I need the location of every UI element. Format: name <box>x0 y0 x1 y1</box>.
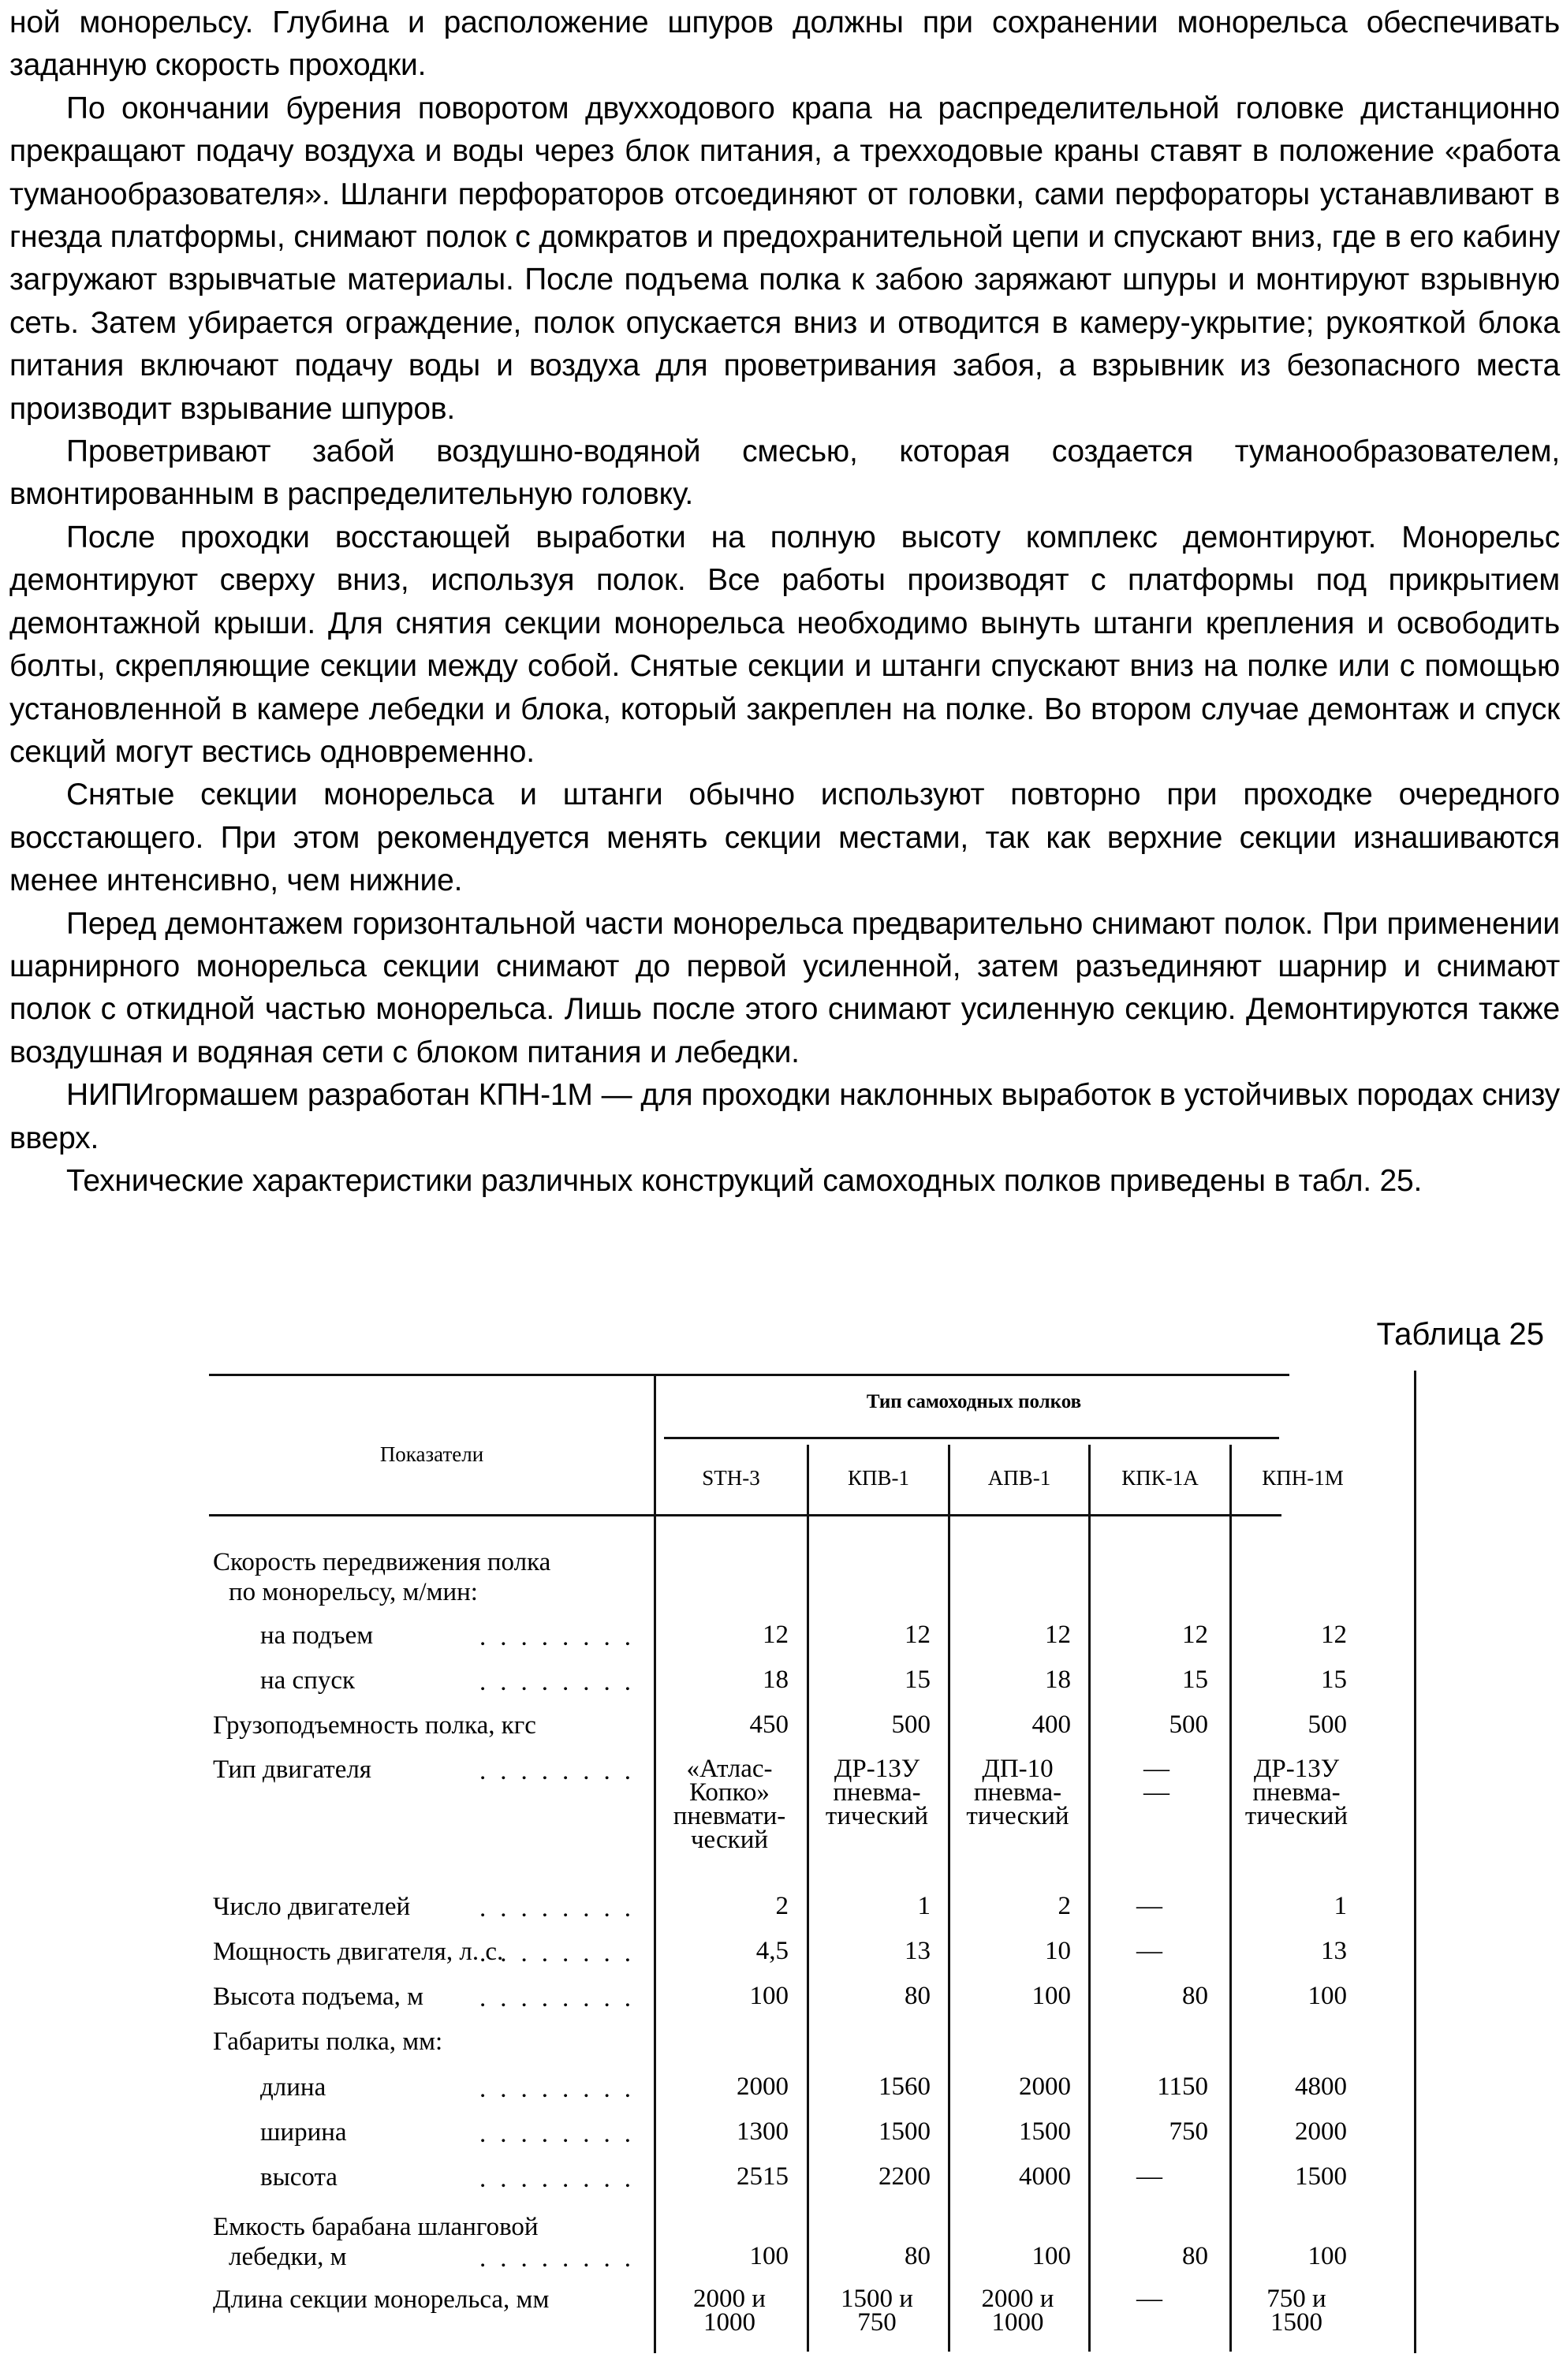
table-cell: 12 <box>905 1621 931 1649</box>
leader-dots: ........ <box>479 2244 645 2273</box>
leader-dots: ........ <box>479 2120 645 2148</box>
table-cell: 15 <box>1182 1666 1208 1694</box>
table-cell: 100 <box>1307 2242 1347 2270</box>
table-cell: 2 <box>775 1892 789 1920</box>
table-cell: 100 <box>1307 1982 1347 2010</box>
table-cell: 4800 <box>1295 2072 1347 2101</box>
row-label: Высота подъема, м <box>213 1983 424 2011</box>
table-cell: 10 <box>1045 1937 1071 1965</box>
table-cell: ДР-13У пневма- тический <box>1244 1755 1349 1830</box>
table-cell: 1500 <box>1019 2117 1071 2146</box>
table-cell: 500 <box>1169 1710 1208 1739</box>
leader-dots: ........ <box>479 1623 645 1651</box>
group-header-rule <box>664 1437 1279 1439</box>
row-label: Мощность двигателя, л. с. <box>213 1938 504 1966</box>
header-indicator-label: Показатели <box>379 1442 484 1466</box>
table-cell: — <box>1136 1937 1162 1965</box>
table-cell: 13 <box>905 1937 931 1965</box>
table-cell: 1500 <box>1295 2162 1347 2191</box>
paragraph-6: Перед демонтажем горизонтальной части монорельса предварительно снимают полок. При применении шарнирного монорельса секции снимают до первой усиленной, затем разъединяют шарнир и снимают полок с откидной частью монорельса. Лишь после этого снимают усиленную секцию. Демонтируются также воздушная и водяная сети с блоком питания и лебедки. <box>9 906 1560 1069</box>
table-cell: 500 <box>891 1710 931 1739</box>
table-top-rule <box>209 1374 1289 1376</box>
table-cell: 2000 и 1000 <box>693 2285 766 2337</box>
header-column-kpv1: КПВ-1 <box>847 1466 909 1490</box>
leader-dots: ........ <box>479 1757 645 1785</box>
table-cell: 100 <box>1031 2242 1071 2270</box>
header-column-kpk1a: КПК-1А <box>1121 1466 1199 1490</box>
table-cell: 13 <box>1321 1937 1347 1965</box>
table-cell: 15 <box>905 1666 931 1694</box>
header-group-label: Тип самоходных полков <box>866 1391 1082 1412</box>
row-label: на спуск <box>260 1666 356 1695</box>
table-cell: 2000 <box>1295 2117 1347 2146</box>
table-cell: 1300 <box>737 2117 789 2146</box>
paragraph-4: После проходки восстающей выработки на полную высоту комплекс демонтируют. Монорельс демонтируют сверху вниз, используя полок. Все работы производят с платформы под прикрытием демонтажной крыши. Для снятия секции монорельса необходимо вынуть штанги крепления и освободить болты, скрепляющие секции между собой. Снятые секции и штанги спускают вниз на полке или с помощью установленной в камере лебедки и блока, который закреплен на полке. Во втором случае демонтаж и спуск секций могут вестись одновременно. <box>9 520 1560 769</box>
table-cell: 18 <box>763 1666 789 1694</box>
table-cell: 1560 <box>878 2072 931 2101</box>
table-cell: 80 <box>1182 2242 1208 2270</box>
table-cell: 4,5 <box>755 1937 789 1965</box>
paragraph-1: ной монорельсу. Глубина и расположение шпуров должны при сохранении монорельса обеспечивать заданную скорость проходки. <box>9 6 1560 83</box>
table-cell: 80 <box>905 1982 931 2010</box>
table-cell: «Атлас- Копко» пневмати- ческий <box>673 1755 786 1854</box>
row-label: Скорость передвижения полка <box>213 1548 551 1576</box>
table-cell: — <box>1136 1892 1162 1920</box>
table-cell: 4000 <box>1019 2162 1071 2191</box>
paragraph-7: НИПИгормашем разработан КПН-1М — для проходки наклонных выработок в устойчивых породах снизу вверх. <box>9 1078 1560 1155</box>
table-cell: ДР-13У пневма- тический <box>825 1755 929 1830</box>
table-cell: 400 <box>1031 1710 1071 1739</box>
row-label: длина <box>260 2073 326 2102</box>
indicator-column-divider <box>654 1375 656 2353</box>
table-cell: 12 <box>1045 1621 1071 1649</box>
table-cell: 18 <box>1045 1666 1071 1694</box>
row-label: Число двигателей <box>213 1893 411 1921</box>
row-label: ширина <box>260 2118 347 2147</box>
table-cell: 12 <box>763 1621 789 1649</box>
table-cell: 2515 <box>737 2162 789 2191</box>
row-label: Тип двигателя <box>213 1755 371 1784</box>
header-column-apv1: АПВ-1 <box>987 1466 1051 1490</box>
leader-dots: ........ <box>479 1668 645 1696</box>
table-cell: 2000 и 1000 <box>981 2285 1054 2337</box>
table-cell: 12 <box>1321 1621 1347 1649</box>
table-cell: 2000 <box>737 2072 789 2101</box>
paragraph-2: По окончании бурения поворотом двухходового крапа на распределительной головке дистанционно прекращают подачу воздуха и воды через блок питания, а трехходовые краны ставят в положение «работа туманообразователя». Шланги перфораторов отсоединяют от головки, сами перфораторы устанавливают в гнезда платформы, снимают полок с домкратов и предохранительной цепи и спускают вниз, где в его кабину загружают взрывчатые материалы. После подъема полка к забою заряжают шпуры и монтируют взрывную сеть. Затем убирается ограждение, полок опускается вниз и отводится в камеру-укрытие; рукояткой блока питания включают подачу воды и воздуха для проветривания забоя, а взрывник из безопасного места производит взрывание шпуров. <box>9 91 1560 426</box>
table-cell: 500 <box>1307 1710 1347 1739</box>
header-bottom-rule <box>209 1514 1281 1516</box>
table-caption: Таблица 25 <box>1376 1317 1544 1352</box>
leader-dots: ........ <box>479 2165 645 2193</box>
paragraph-8: Технические характеристики различных конструкций самоходных полков приведены в табл. 25. <box>66 1163 1423 1198</box>
leader-dots: ........ <box>479 1984 645 2013</box>
row-label: Емкость барабана шланговой <box>213 2213 539 2241</box>
leader-dots: ........ <box>479 1894 645 1923</box>
row-label-continued: по монорельсу, м/мин: <box>229 1578 478 1606</box>
row-label: Длина секции монорельса, мм <box>213 2285 550 2314</box>
table-cell: 2 <box>1058 1892 1071 1920</box>
table-cell: 750 и 1500 <box>1266 2285 1326 2337</box>
table-cell: 100 <box>1031 1982 1071 2010</box>
table-cell: 1500 и 750 <box>841 2285 913 2337</box>
table-cell: 2200 <box>878 2162 931 2191</box>
leader-dots: ........ <box>479 1939 645 1968</box>
table-cell: — <box>1136 2162 1162 2191</box>
paragraph-3: Проветривают забой воздушно-водяной смесью, которая создается туманообразователем, вмонтированным в распределительную головку. <box>9 435 1560 512</box>
table-cell: 2000 <box>1019 2072 1071 2101</box>
table-cell: 1500 <box>878 2117 931 2146</box>
row-label: Грузоподъемность полка, кгс <box>213 1711 536 1740</box>
table-cell: 1 <box>1334 1892 1347 1920</box>
table-cell: 450 <box>749 1710 789 1739</box>
header-column-sth3: STH-3 <box>702 1466 760 1490</box>
row-label: на подъем <box>260 1621 374 1650</box>
paragraph-5: Снятые секции монорельса и штанги обычно используют повторно при проходке очередного восстающего. При этом рекомендуется менять секции местами, так как верхние секции изнашиваются менее интенсивно, чем нижние. <box>9 778 1560 898</box>
table-right-border <box>1414 1371 1416 2353</box>
table-cell: 15 <box>1321 1666 1347 1694</box>
row-label: Габариты полка, мм: <box>213 2027 443 2056</box>
row-label-continued: лебедки, м <box>229 2243 347 2271</box>
table-cell: 1 <box>917 1892 931 1920</box>
table-cell: 1150 <box>1157 2072 1208 2101</box>
table-cell: — — <box>1143 1755 1169 1807</box>
table-cell: 100 <box>749 1982 789 2010</box>
table-cell: 100 <box>749 2242 789 2270</box>
table-cell: 80 <box>905 2242 931 2270</box>
table-cell: 750 <box>1169 2117 1208 2146</box>
leader-dots: ........ <box>479 2075 645 2103</box>
table-cell: ДП-10 пневма- тический <box>966 1755 1069 1830</box>
row-label: высота <box>260 2163 338 2192</box>
header-column-kpn1m: КПН-1М <box>1262 1466 1344 1490</box>
table-cell: 12 <box>1182 1621 1208 1649</box>
table-cell: 80 <box>1182 1982 1208 2010</box>
table-cell: — <box>1136 2285 1162 2313</box>
